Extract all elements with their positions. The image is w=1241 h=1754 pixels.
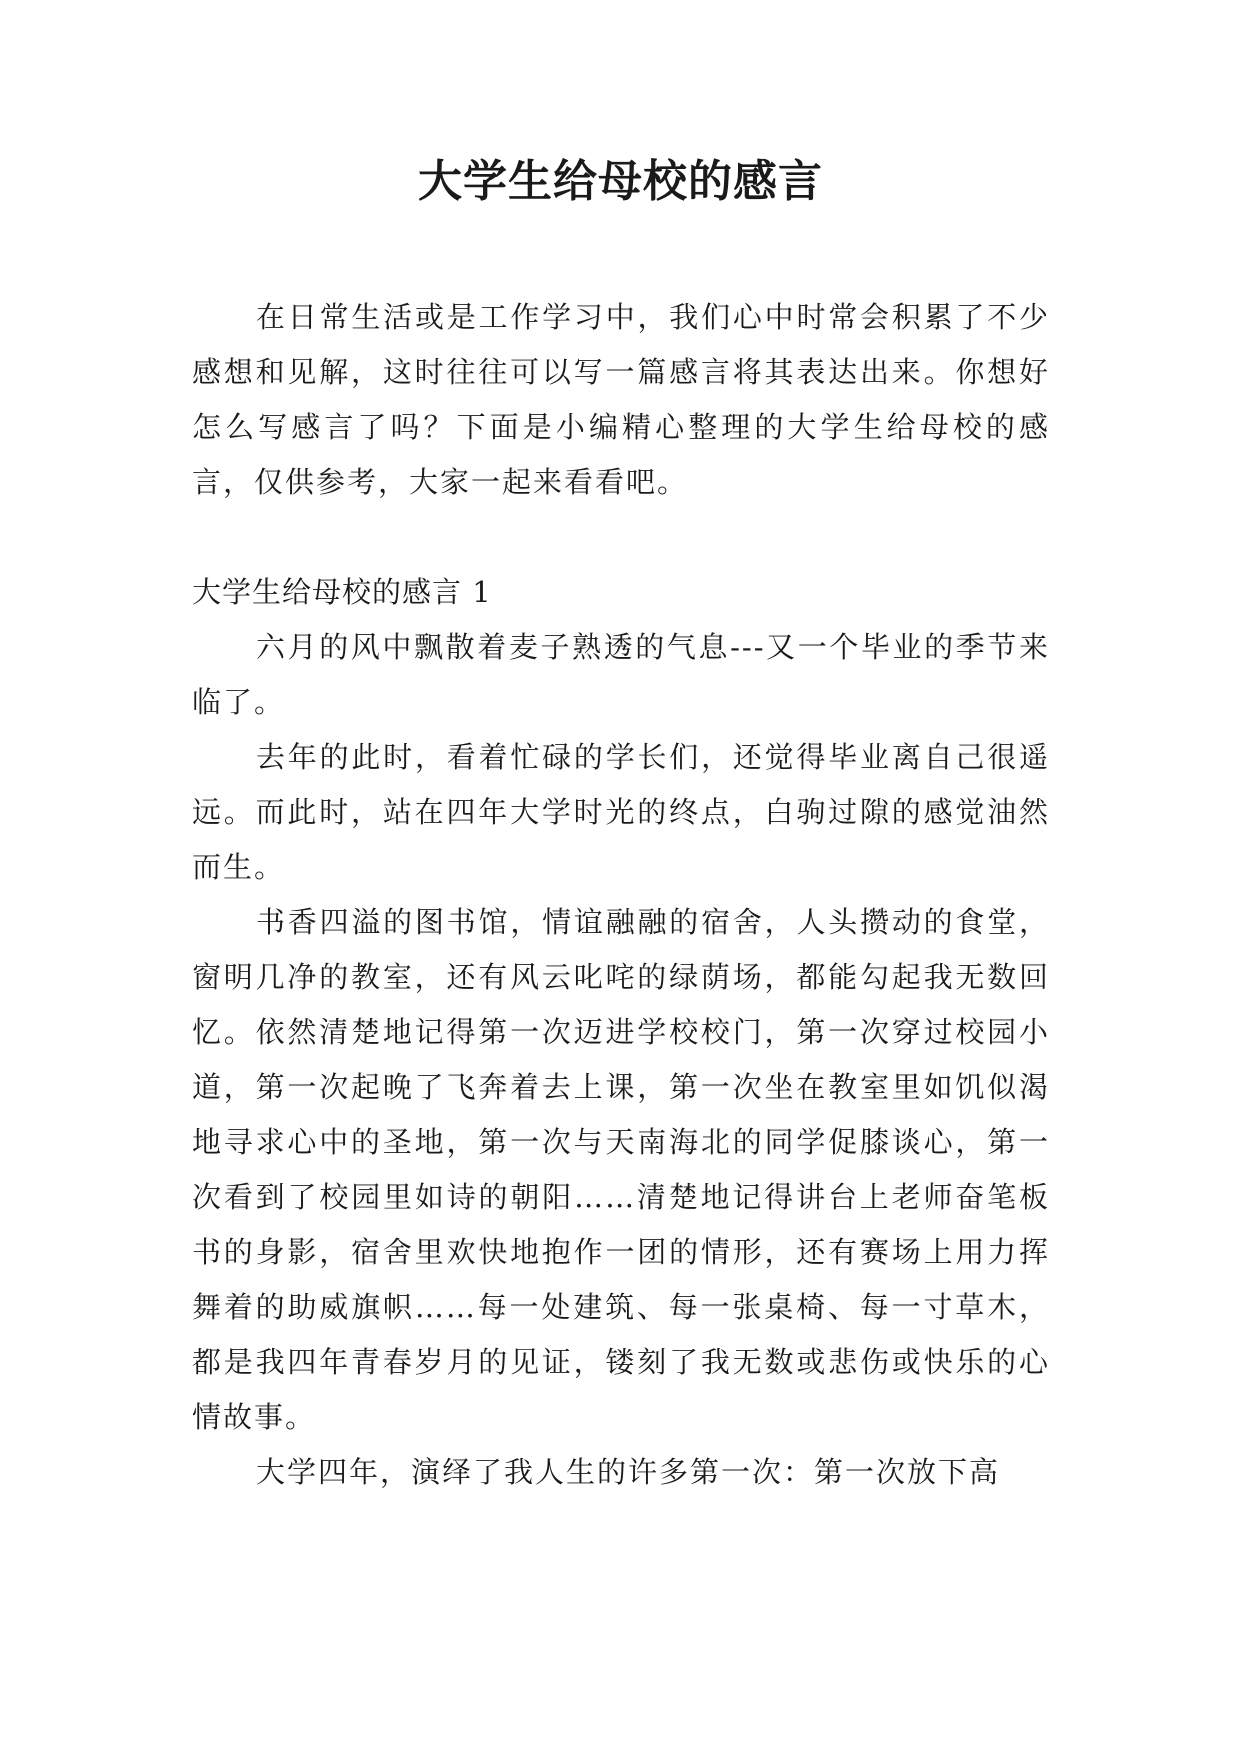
body-paragraph: 去年的此时，看着忙碌的学长们，还觉得毕业离自己很遥远。而此时，站在四年大学时光的终点，白驹过隙的感觉油然而生。 (192, 740, 1050, 884)
document-title: 大学生给母校的感言 (418, 156, 823, 207)
body-paragraph: 大学四年，演绎了我人生的许多第一次：第一次放下高 (256, 1455, 1001, 1489)
body-paragraph: 书香四溢的图书馆，情谊融融的宿舍，人头攒动的食堂，窗明几净的教室，还有风云叱咤的绿荫场，都能勾起我无数回忆。依然清楚地记得第一次迈进学校校门，第一次穿过校园小道，第一次起晚了飞奔着去上课，第一次坐在教室里如饥似渴地寻求心中的圣地，第一次与天南海北的同学促膝谈心，第一次看到了校园里如诗的朝阳……清楚地记得讲台上老师奋笔板书的身影，宿舍里欢快地抱作一团的情形，还有赛场上用力挥舞着的助威旗帜……每一处建筑、每一张桌椅、每一寸草木，都是我四年青春岁月的见证，镂刻了我无数或悲伤或快乐的心情故事。 (192, 905, 1050, 1434)
section-heading: 大学生给母校的感言 1 (192, 575, 492, 609)
intro-paragraph: 在日常生活或是工作学习中，我们心中时常会积累了不少感想和见解，这时往往可以写一篇感言将其表达出来。你想好怎么写感言了吗？下面是小编精心整理的大学生给母校的感言，仅供参考，大家一起来看看吧。 (192, 300, 1050, 499)
body-paragraph: 六月的风中飘散着麦子熟透的气息---又一个毕业的季节来临了。 (192, 630, 1050, 719)
document-body (192, 290, 1050, 1500)
